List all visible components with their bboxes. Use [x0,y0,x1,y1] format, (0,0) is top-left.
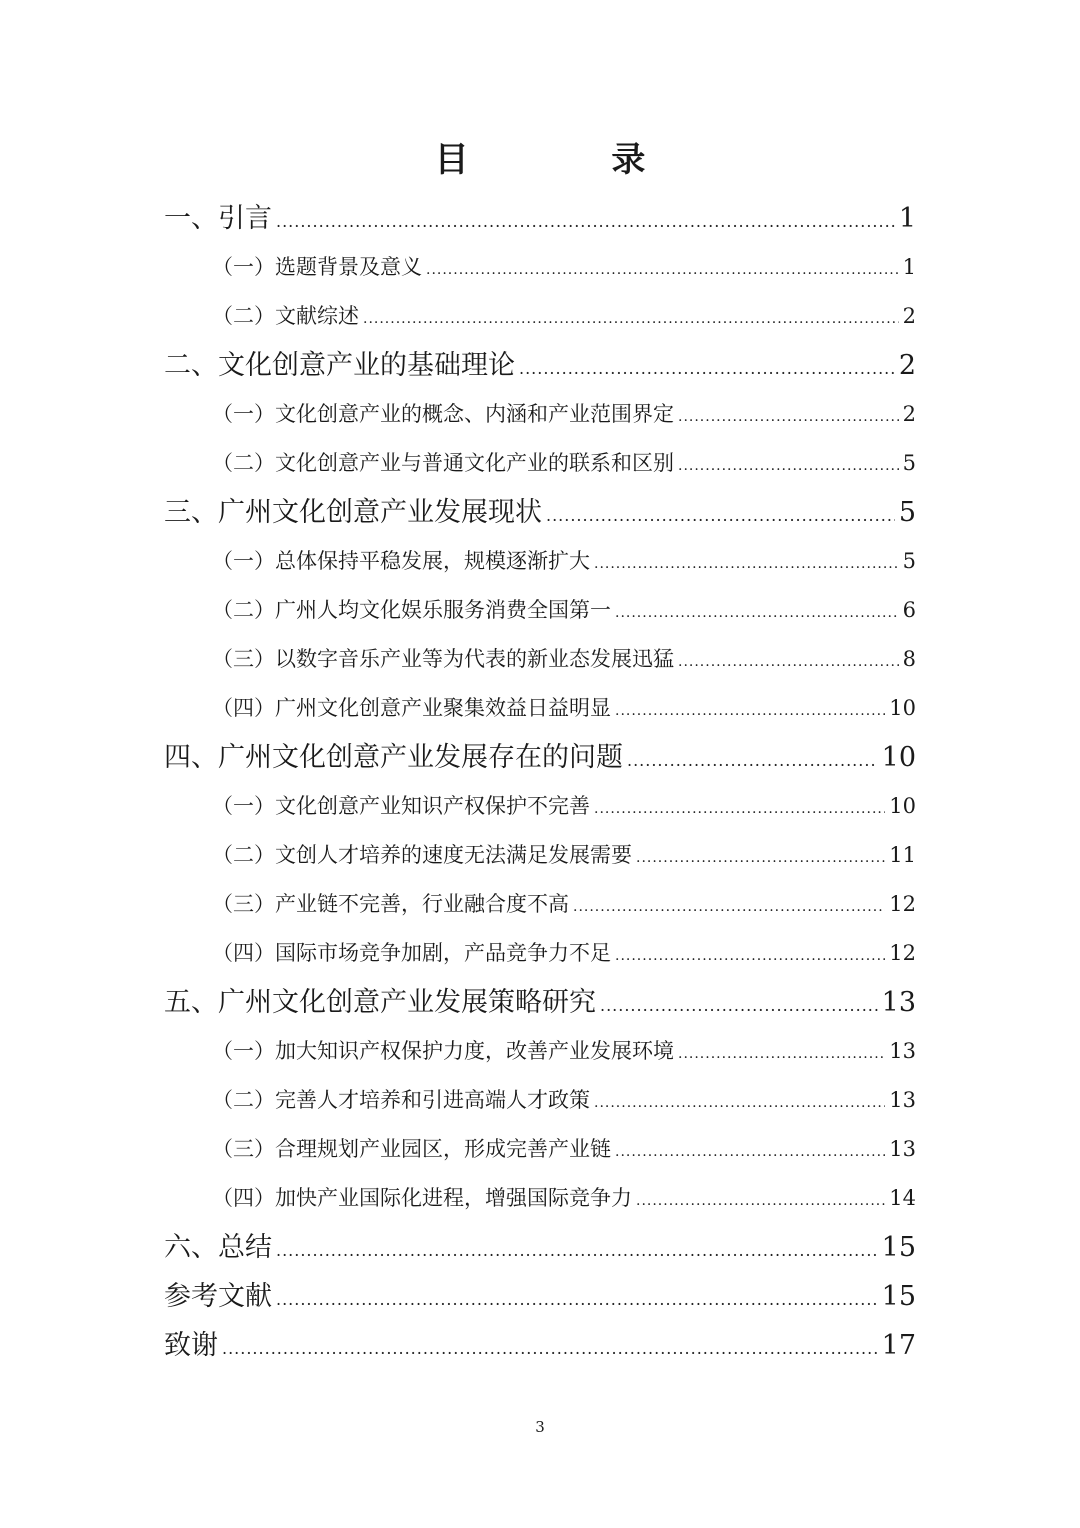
toc-entry-page-number: 15 [881,1281,916,1312]
page-number: 3 [535,1418,545,1436]
toc-dot-leader [615,687,885,736]
toc-entry-label: 五、广州文化创意产业发展策略研究 [164,987,596,1018]
toc-entry-label: （一）文化创意产业的概念、内涵和产业范围界定 [212,402,674,426]
toc-section-entry[interactable] [164,537,916,586]
toc-title: 目 录 [434,140,700,180]
toc-entry-label: 二、文化创意产业的基础理论 [164,350,515,381]
toc-dot-leader [276,197,895,246]
toc-chapter-entry[interactable] [164,1321,916,1370]
toc-section-entry[interactable] [164,1076,916,1125]
toc-entry-page-number: 12 [889,892,916,916]
toc-entry-page-number: 12 [889,941,916,965]
toc-dot-leader [678,442,899,491]
toc-entry-page-number: 13 [889,1039,916,1063]
toc-dot-leader [594,1079,885,1128]
toc-dot-leader [600,981,878,1030]
toc-entry-label: （二）文献综述 [212,304,359,328]
toc-entry-page-number: 5 [898,497,916,528]
toc-dot-leader [222,1324,878,1373]
toc-entry-page-number: 15 [881,1232,916,1263]
toc-entry-page-number: 13 [881,987,916,1018]
toc-section-entry[interactable] [164,880,916,929]
toc-entry-label: （二）完善人才培养和引进高端人才政策 [212,1088,590,1112]
toc-entry-label: （二）文化创意产业与普通文化产业的联系和区别 [212,451,674,475]
toc-dot-leader [615,1128,885,1177]
toc-section-entry[interactable] [164,684,916,733]
toc-dot-leader [678,638,899,687]
toc-section-entry[interactable] [164,831,916,880]
toc-dot-leader [594,785,885,834]
toc-entry-page-number: 13 [889,1137,916,1161]
toc-entry-page-number: 2 [902,304,916,328]
toc-entry-page-number: 2 [898,350,916,381]
toc-entry-label: 六、总结 [164,1232,272,1263]
toc-entry-page-number: 1 [898,203,916,234]
table-of-contents [164,194,916,1370]
toc-entry-page-number: 10 [881,742,916,773]
toc-entry-label: 参考文献 [164,1281,272,1312]
toc-chapter-entry[interactable] [164,978,916,1027]
toc-entry-page-number: 17 [881,1330,916,1361]
toc-dot-leader [594,540,899,589]
toc-chapter-entry[interactable] [164,194,916,243]
toc-entry-page-number: 5 [902,451,916,475]
toc-section-entry[interactable] [164,243,916,292]
toc-dot-leader [276,1275,878,1324]
toc-entry-page-number: 13 [889,1088,916,1112]
toc-entry-label: （二）广州人均文化娱乐服务消费全国第一 [212,598,611,622]
toc-section-entry[interactable] [164,390,916,439]
toc-section-entry[interactable] [164,439,916,488]
toc-entry-label: 三、广州文化创意产业发展现状 [164,497,542,528]
toc-dot-leader [615,589,899,638]
toc-entry-label: 四、广州文化创意产业发展存在的问题 [164,742,623,773]
toc-entry-label: （三）产业链不完善，行业融合度不高 [212,892,569,916]
toc-section-entry[interactable] [164,1125,916,1174]
toc-entry-label: （四）加快产业国际化进程，增强国际竞争力 [212,1186,632,1210]
toc-entry-page-number: 5 [902,549,916,573]
toc-entry-page-number: 6 [902,598,916,622]
toc-entry-label: 致谢 [164,1330,218,1361]
toc-section-entry[interactable] [164,782,916,831]
toc-dot-leader [546,491,895,540]
toc-entry-label: （一）文化创意产业知识产权保护不完善 [212,794,590,818]
toc-chapter-entry[interactable] [164,1223,916,1272]
toc-dot-leader [363,295,899,344]
toc-dot-leader [636,834,885,883]
toc-entry-label: （二）文创人才培养的速度无法满足发展需要 [212,843,632,867]
toc-entry-label: （一）总体保持平稳发展，规模逐渐扩大 [212,549,590,573]
toc-entry-label: （一）加大知识产权保护力度，改善产业发展环境 [212,1039,674,1063]
toc-section-entry[interactable] [164,635,916,684]
toc-section-entry[interactable] [164,292,916,341]
toc-entry-page-number: 10 [889,794,916,818]
toc-dot-leader [519,344,895,393]
toc-entry-page-number: 8 [902,647,916,671]
toc-entry-page-number: 14 [889,1186,916,1210]
toc-dot-leader [615,932,885,981]
toc-dot-leader [276,1226,878,1275]
toc-dot-leader [678,1030,885,1079]
toc-chapter-entry[interactable] [164,1272,916,1321]
toc-entry-label: 一、引言 [164,203,272,234]
toc-section-entry[interactable] [164,1027,916,1076]
toc-dot-leader [636,1177,885,1226]
toc-chapter-entry[interactable] [164,488,916,537]
toc-entry-label: （四）国际市场竞争加剧，产品竞争力不足 [212,941,611,965]
toc-entry-label: （三）合理规划产业园区，形成完善产业链 [212,1137,611,1161]
toc-entry-page-number: 2 [902,402,916,426]
toc-entry-page-number: 1 [902,255,916,279]
toc-entry-page-number: 11 [889,843,916,867]
toc-chapter-entry[interactable] [164,733,916,782]
toc-dot-leader [678,393,899,442]
toc-entry-label: （一）选题背景及意义 [212,255,422,279]
toc-entry-label: （三）以数字音乐产业等为代表的新业态发展迅猛 [212,647,674,671]
toc-entry-page-number: 10 [889,696,916,720]
toc-dot-leader [426,246,899,295]
toc-section-entry[interactable] [164,929,916,978]
toc-entry-label: （四）广州文化创意产业聚集效益日益明显 [212,696,611,720]
toc-section-entry[interactable] [164,1174,916,1223]
toc-dot-leader [573,883,885,932]
toc-section-entry[interactable] [164,586,916,635]
toc-chapter-entry[interactable] [164,341,916,390]
toc-dot-leader [627,736,878,785]
